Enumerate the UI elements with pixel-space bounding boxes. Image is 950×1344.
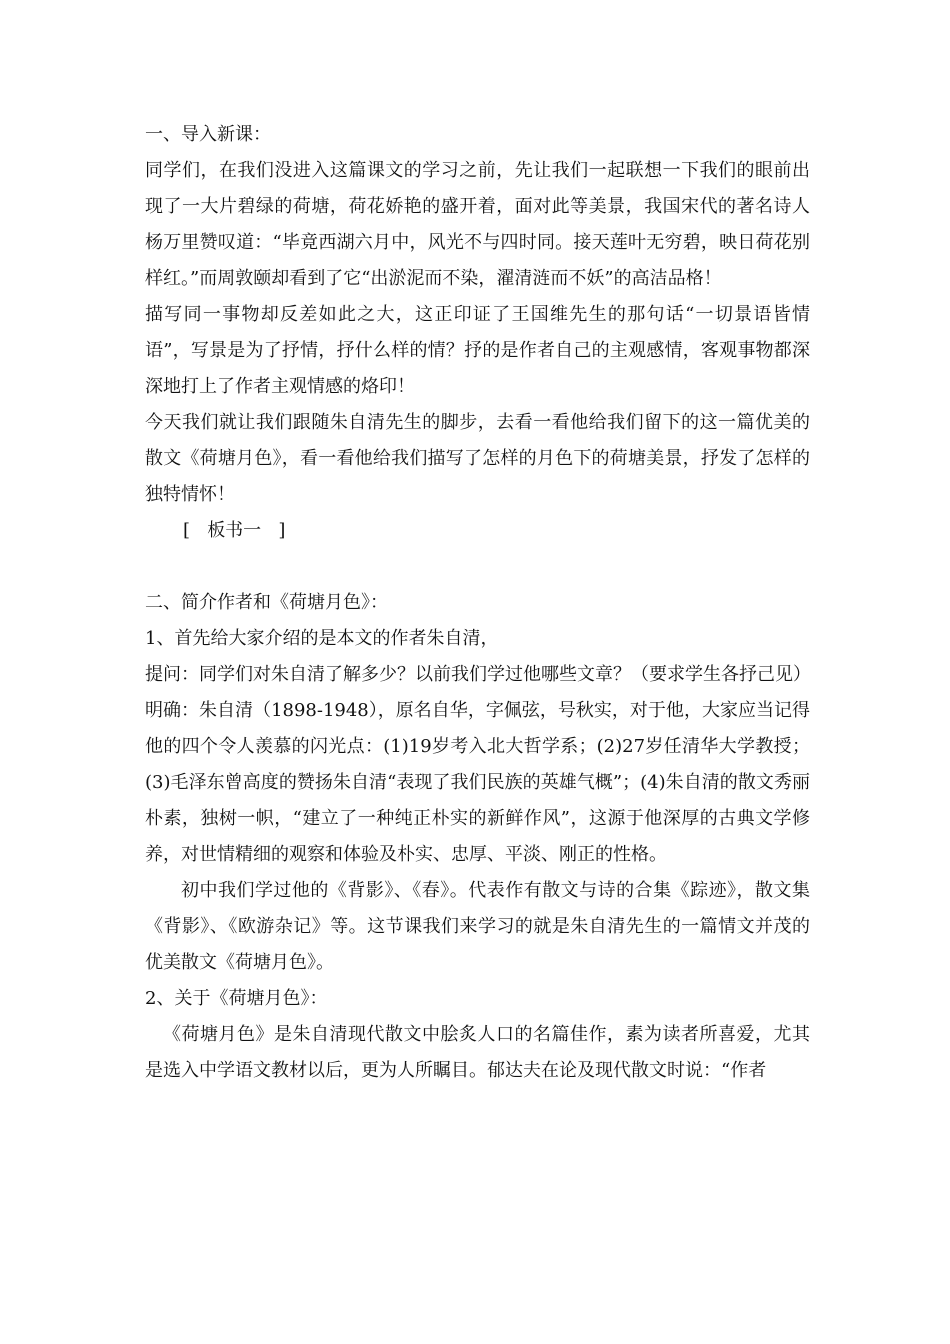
question-paragraph: 提问：同学们对朱自清了解多少？以前我们学过他哪些文章？（要求学生各抒己见） bbox=[145, 664, 811, 685]
board-note: [ 板书一 ] bbox=[183, 520, 286, 541]
intro-paragraph-2: 描写同一事物却反差如此之大，这正印证了王国维先生的那句话“一切景语皆情语”，写景是为了抒情，抒什么样的情？抒的是作者自己的主观感情，客观事物都深深地打上了作者主观情感的烙印！ bbox=[145, 304, 810, 397]
answer-paragraph: 明确：朱自清（1898-1948），原名自华，字佩弦，号秋实，对于他，大家应当记得他的四个令人羡慕的闪光点：(1)19岁考入北大哲学系；(2)27岁任清华大学教授；(3)毛泽东曾高度的赞扬朱自清“表现了我们民族的英雄气概”；(4)朱自清的散文秀丽朴素，独树一帜，“建立了一种纯正朴实的新鲜作风”，这源于他深厚的古典文学修养，对世情精细的观察和体验及朴实、忠厚、平淡、刚正的性格。 bbox=[145, 700, 810, 865]
section2-heading: 二、简介作者和《荷塘月色》： bbox=[145, 592, 388, 613]
intro-paragraph-3: 今天我们就让我们跟随朱自清先生的脚步，去看一看他给我们留下的这一篇优美的散文《荷塘月色》，看一看他给我们描写了怎样的月色下的荷塘美景，抒发了怎样的独特情怀！ bbox=[145, 412, 810, 505]
item-1-author: 1、首先给大家介绍的是本文的作者朱自清， bbox=[145, 628, 499, 649]
document-page bbox=[145, 117, 810, 1089]
blank-line bbox=[145, 549, 810, 585]
works-paragraph: 初中我们学过他的《背影》、《春》。代表作有散文与诗的合集《踪迹》，散文集《背影》、《欧游杂记》等。这节课我们来学习的就是朱自清先生的一篇情文并茂的优美散文《荷塘月色》。 bbox=[145, 880, 810, 973]
item-2-heading: 2、关于《荷塘月色》： bbox=[145, 988, 328, 1009]
about-paragraph: 《荷塘月色》是朱自清现代散文中脍炙人口的名篇佳作，素为读者所喜爱，尤其是选入中学语文教材以后，更为人所瞩目。郁达夫在论及现代散文时说：“作者 bbox=[145, 1024, 810, 1081]
intro-paragraph-1: 同学们，在我们没进入这篇课文的学习之前，先让我们一起联想一下我们的眼前出现了一大片碧绿的荷塘，荷花娇艳的盛开着，面对此等美景，我国宋代的著名诗人杨万里赞叹道：“毕竟西湖六月中，风光不与四时同。接天莲叶无穷碧，映日荷花别样红。”而周敦颐却看到了它“出淤泥而不染，濯清涟而不妖”的高洁品格！ bbox=[145, 160, 810, 289]
section1-heading: 一、导入新课： bbox=[145, 124, 271, 145]
